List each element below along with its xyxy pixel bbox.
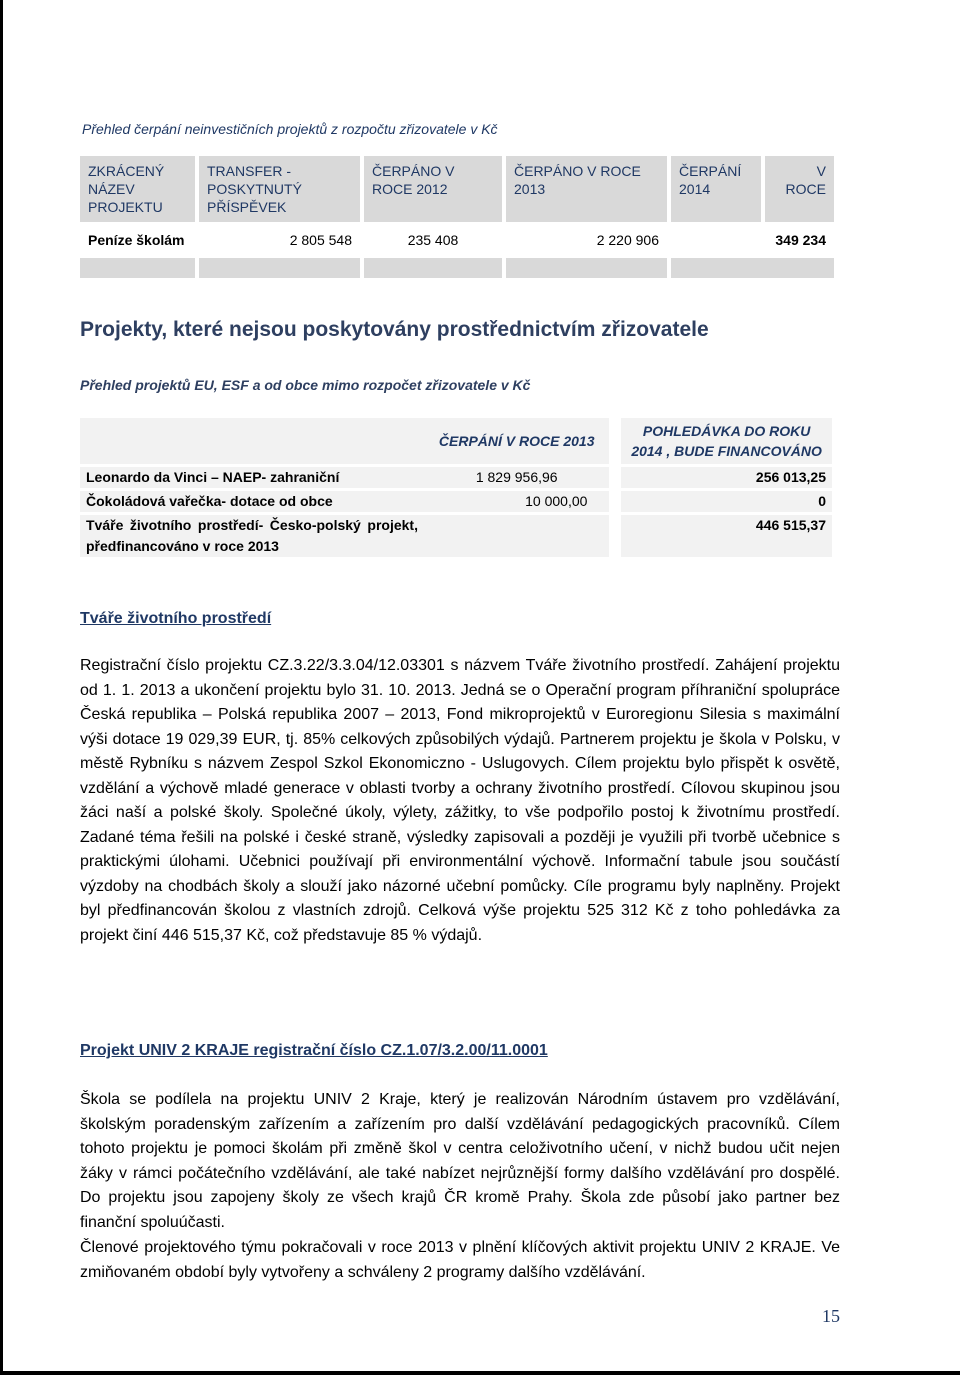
project-2013: 10 000,00 xyxy=(424,491,609,512)
section-text-tvare: Registrační číslo projektu CZ.3.22/3.3.04/12.03301 s názvem Tváře životního prostředí. Zahájení projektu od 1. 1. 2013 a ukončení projektu bylo 31. 10. 2013. Jedná se o Operační program příhraniční spolupráce Česká republika – Polská republika 2007 – 2013, Fond mikroprojektů v Euroregionu Silesia s maximální výši dotace 19 029,39 EUR, tj. 85% celkových způsobilých výdajů. Partnerem projektu je škola v Polsku, v městě Rybníku s názvem Zespol Szkol Ekonomiczno - Uslugovych. Cílem projektu bylo přispět k osvětě, vzdělání a výchově mladé generace v oblasti tvorby a ochrany životního prostředí. Cílovou skupinou jsou žáci naší a polské školy. Společné úkoly, výlety, zážitky, to vše podpořilo postoj k životnímu prostředí. Zadané téma řešili na polské i české straně, výsledky zapisovali a později je využili při tvorbě učebnice s praktickými úlohami. Učebnici používají při environmentální výchově. Informační tabule jsou součástí výzdoby na chodbách školy a slouží jako názorné učební pomůcky. Cíle programu byly naplněny. Projekt byl předfinancován školou z vlastních zdrojů. Celková výše projektu 525 312 Kč z toho pohledávka za projekt činí 446 515,37 Kč, což představuje 85 % výdajů. xyxy=(80,657,840,944)
blank-row xyxy=(80,258,834,278)
project-name: Čokoládová vařečka- dotace od obce xyxy=(80,491,424,512)
col-header-transfer: TRANSFER - POSKYTNUTÝ PŘÍSPĚVEK xyxy=(199,156,360,222)
projects-heading: Projekty, které nejsou poskytovány prostřednictvím zřizovatele xyxy=(80,318,709,341)
col-header-2012: ČERPÁNO V ROCE 2012 xyxy=(364,156,502,222)
project-2014: 446 515,37 xyxy=(621,515,832,557)
col-header-pohledavka: POHLEDÁVKA DO ROKU 2014 , BUDE FINANCOVÁNO xyxy=(621,418,832,464)
budget-overview-heading: Přehled čerpání neinvestičních projektů z rozpočtu zřizovatele v Kč xyxy=(82,121,498,137)
table-row xyxy=(80,467,832,488)
empty-header-cell xyxy=(80,418,424,464)
col-header-2013: ČERPÁNO V ROCE 2013 xyxy=(506,156,667,222)
project-name: Tváře životního prostředí- Česko-polský projekt, předfinancováno v roce 2013 xyxy=(80,515,424,557)
col-header-v-roce: V ROCE xyxy=(765,156,834,222)
section-text-univ-2: Členové projektového týmu pokračovali v roce 2013 v plnění klíčových aktivit projektu UNIV 2 KRAJE. Ve zmiňovaném období byly vytvořeny a schváleny 2 programy dalšího vzdělávání. xyxy=(80,1239,840,1281)
budget-table xyxy=(76,156,838,278)
page-left-border xyxy=(0,0,3,1375)
col-header-name: ZKRÁCENÝ NÁZEV PROJEKTU xyxy=(80,156,195,222)
project-2014: 256 013,25 xyxy=(621,467,832,488)
col-header-cerpani-2013: ČERPÁNÍ V ROCE 2013 xyxy=(424,418,609,464)
row-name: Peníze školám xyxy=(88,232,185,248)
section-text-univ-1: Škola se podílela na projektu UNIV 2 Kraje, který je realizován Národním ústavem pro vzdělávání, školským poradenským zařízením a zařízením pro další vzdělávání pedagogických pracovníků. Cílem tohoto projektu je pomoci školám při změně škol v centra celoživotního učení, v nichž budou učit nejen žáky v rámci počátečního vzdělávání, ale také nabízet nejrůznější formy dalšího vzdělávání pro dospělé. Do projektu jsou zapojeny školy ze všech krajů ČR kromě Prahy. Škola zde působí jako partner bez finanční spoluúčasti. xyxy=(80,1091,840,1231)
row-2014: 349 234 xyxy=(775,232,826,248)
row-2012: 235 408 xyxy=(407,232,459,248)
project-2013: 1 829 956,96 xyxy=(424,467,609,488)
table-row xyxy=(80,515,832,557)
projects-table xyxy=(80,415,832,560)
project-2013 xyxy=(424,515,609,557)
col-header-2014: ČERPÁNÍ 2014 xyxy=(671,156,761,222)
section-title-univ: Projekt UNIV 2 KRAJE registrační číslo CZ.1.07/3.2.00/11.0001 xyxy=(80,1042,548,1059)
table-row xyxy=(80,491,832,512)
section-title-tvare: Tváře životního prostředí xyxy=(80,610,272,627)
table-row xyxy=(80,229,834,251)
page-number: 15 xyxy=(822,1306,840,1326)
page-bottom-border xyxy=(0,1371,960,1375)
project-name: Leonardo da Vinci – NAEP- zahraniční xyxy=(80,467,424,488)
row-2013: 2 220 906 xyxy=(596,232,659,248)
project-2014: 0 xyxy=(621,491,832,512)
row-transfer: 2 805 548 xyxy=(289,232,352,248)
projects-subheading: Přehled projektů EU, ESF a od obce mimo rozpočet zřizovatele v Kč xyxy=(80,377,531,393)
